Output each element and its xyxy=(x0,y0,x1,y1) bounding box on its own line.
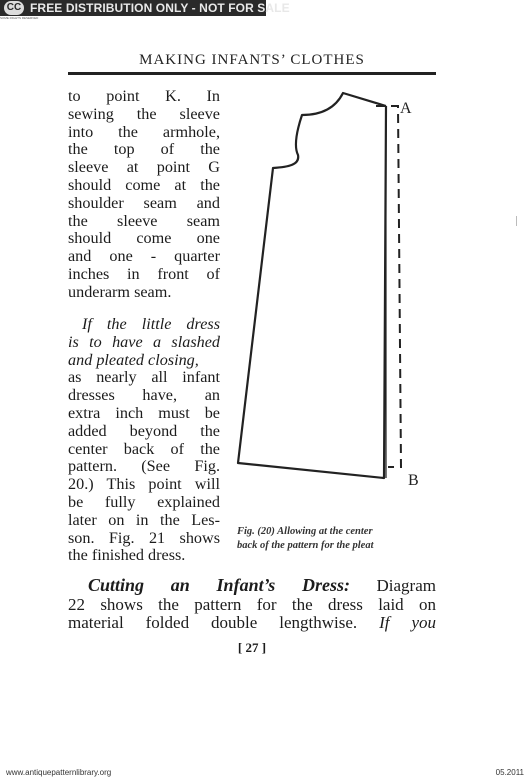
text-line: shoulder seam and xyxy=(68,193,220,212)
caption-line: back of the pattern for the pleat xyxy=(237,540,374,551)
text-line: material folded double lengthwise. If you xyxy=(68,613,436,632)
italic-text-line: is to have a slashed xyxy=(68,332,220,351)
footer-website: www.antiquepatternlibrary.org xyxy=(6,768,112,777)
text-line: added beyond the xyxy=(68,421,220,440)
text-line: should come at the xyxy=(68,175,220,194)
text-line: sleeve at point G xyxy=(68,158,220,177)
paragraph-cutting-dress xyxy=(68,576,436,633)
text-line: Cutting an Infant’s Dress: Diagram xyxy=(88,575,436,595)
caption-line: Fig. (20) Allowing at the center xyxy=(237,526,373,537)
text-line: to point K. In xyxy=(68,87,220,105)
figure-caption xyxy=(237,525,437,553)
paragraph-slashed-closing xyxy=(68,316,220,565)
text-line: the top of the xyxy=(68,140,220,159)
text-line: sewing the sleeve xyxy=(68,104,220,123)
section-heading: Cutting an Infant’s Dress: xyxy=(88,575,350,595)
pleat-allowance-dashed-line xyxy=(376,106,401,467)
text-line: underarm seam. xyxy=(68,282,172,301)
pattern-diagram-figure xyxy=(228,85,428,485)
header-rule xyxy=(68,72,436,75)
text-line: inches in front of xyxy=(68,264,220,283)
text-line: the finished dress. xyxy=(68,546,186,565)
pattern-outline xyxy=(238,93,386,478)
text-line: center back of the xyxy=(68,439,220,458)
text-line: 20.) This point will xyxy=(68,475,220,494)
paragraph-sleeve-sewing xyxy=(68,88,220,302)
footer-date: 05.2011 xyxy=(495,768,524,777)
text-line: be fully explained xyxy=(68,492,220,511)
page-edge-mark xyxy=(516,216,517,226)
text-line: as nearly all infant xyxy=(68,368,220,387)
banner-rights-note: SOME RIGHTS RESERVED xyxy=(0,16,39,20)
italic-text-line: and pleated closing, xyxy=(68,350,199,369)
text-line: into the armhole, xyxy=(68,122,220,141)
point-a-label: A xyxy=(400,100,412,117)
text-line: and one - quarter xyxy=(68,247,220,266)
running-head: MAKING INFANTS’ CLOTHES xyxy=(139,52,365,68)
text-line: the sleeve seam xyxy=(68,211,220,230)
copyright-banner xyxy=(0,0,290,16)
text-line: dresses have, an xyxy=(68,386,220,405)
text-line: 22 shows the pattern for the dress laid on xyxy=(68,594,436,614)
italic-text-line: If the little dress xyxy=(82,315,220,333)
text-line: son. Fig. 21 shows xyxy=(68,528,220,547)
page-number: [ 27 ] xyxy=(237,640,267,655)
point-b-label: B xyxy=(408,472,419,485)
text-line: pattern. (See Fig. xyxy=(68,457,220,476)
text-line: later on in the Les- xyxy=(68,510,220,529)
text-line: should come one xyxy=(68,229,220,248)
text-line: extra inch must be xyxy=(68,403,220,422)
creative-commons-icon: CC xyxy=(4,1,24,15)
banner-notice: FREE DISTRIBUTION ONLY - NOT FOR SALE xyxy=(30,1,290,15)
